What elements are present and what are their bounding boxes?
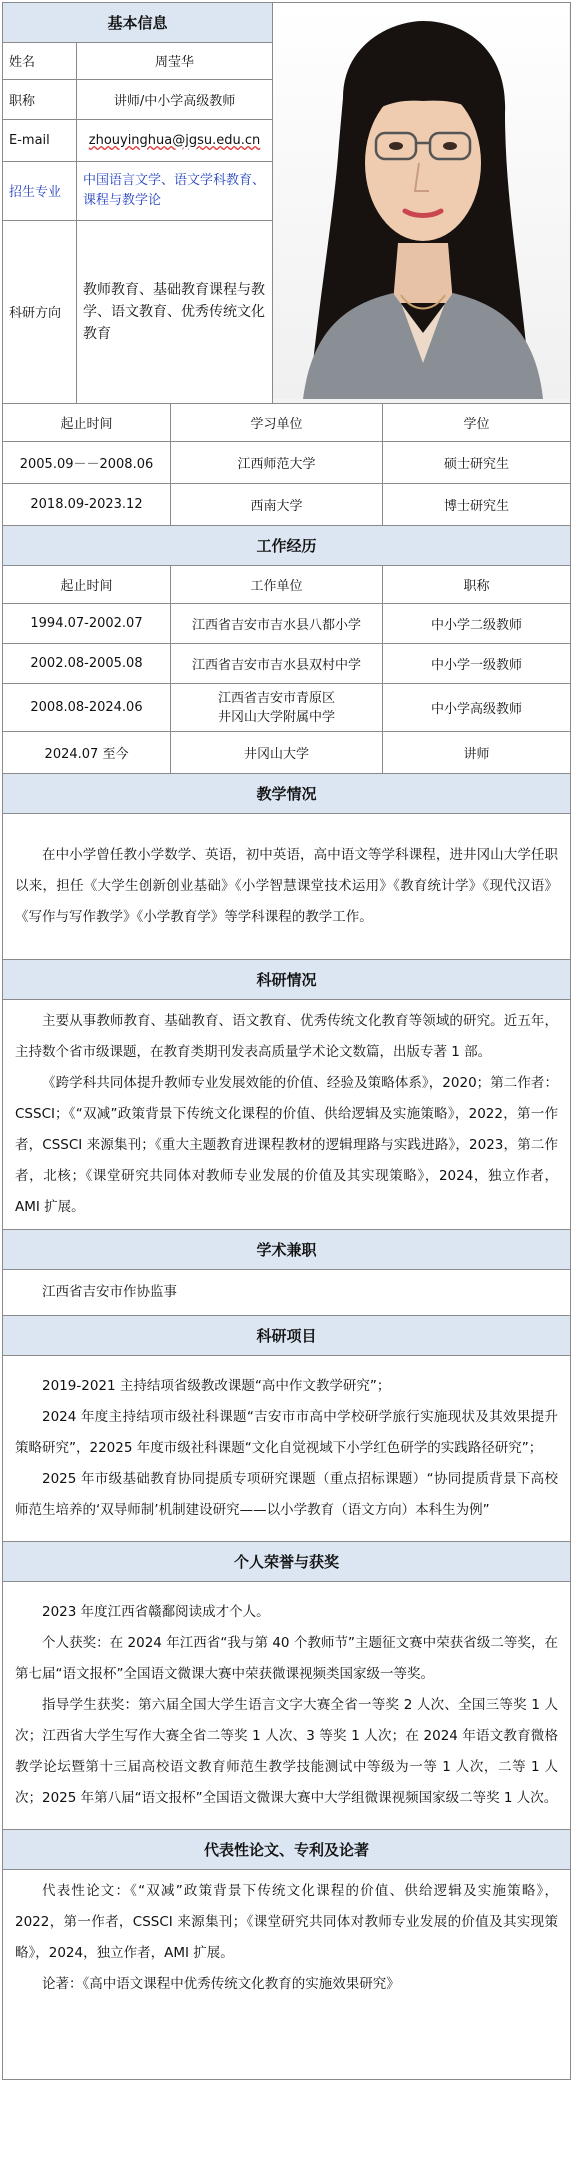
edu-cell: 2018.09-2023.12 — [3, 484, 171, 526]
section-title-teaching: 教学情况 — [3, 774, 571, 814]
section-title-work: 工作经历 — [3, 526, 571, 566]
projects-content — [3, 1356, 571, 1542]
section-title-research: 科研情况 — [3, 960, 571, 1000]
value-major: 中国语言文学、语文学科教育、课程与教学论 — [77, 162, 273, 220]
edu-cell: 2005.09－－2008.06 — [3, 442, 171, 484]
value-name: 周莹华 — [77, 43, 273, 79]
academic-paragraph: 江西省吉安市作协监事 — [42, 1284, 177, 1300]
papers-content — [3, 1870, 571, 2080]
label-title: 职称 — [3, 79, 77, 119]
research-paragraph: 主要从事教师教育、基础教育、语文教育、优秀传统文化教育等领域的研究。近五年，主持数个省市级课题，在教育类期刊发表高质量学术论文数篇，出版专著 1 部。 — [15, 1013, 558, 1060]
value-email[interactable]: zhouyinghua@jgsu.edu.cn — [77, 119, 273, 161]
edu-cell: 博士研究生 — [383, 484, 571, 526]
portrait-photo — [273, 3, 571, 404]
edu-cell: 硕士研究生 — [383, 442, 571, 484]
project-paragraph: 2025 年市级基础教育协同提质专项研究课题（重点招标课题）“协同提质背景下高校师范生培养的‘双导师制’机制建设研究——以小学教育（语文方向）本科生为例” — [15, 1471, 558, 1518]
work-col-period: 起止时间 — [3, 566, 171, 604]
academic-content — [3, 1270, 571, 1316]
work-cell: 1994.07-2002.07 — [3, 604, 171, 644]
section-title-academic: 学术兼职 — [3, 1230, 571, 1270]
honor-paragraph: 指导学生获奖：第六届全国大学生语言文字大赛全省一等奖 2 人次、全国三等奖 1 人次；江西省大学生写作大赛全省二等奖 1 人次、3 等奖 1 人次；在 2024 年语文教育微格教学论坛暨第十三届高校语文教育师范生教学技能测试中等级为一等 1 人次，二等 1 人次；2025 年第八届“语文报杯”全国语文微课大赛中大学组微课视频国家级二等奖 1 人次。 — [15, 1697, 558, 1806]
profile-table — [2, 2, 571, 404]
work-cell: 2008.08-2024.06 — [3, 684, 171, 732]
table-row — [3, 644, 571, 684]
label-email: E-mail — [3, 119, 77, 161]
section-title-basic: 基本信息 — [3, 3, 273, 43]
work-cell: 江西省吉安市吉水县双村中学 — [171, 644, 383, 684]
work-cell: 2002.08-2005.08 — [3, 644, 171, 684]
edu-col-unit: 学习单位 — [171, 404, 383, 442]
edu-cell: 西南大学 — [171, 484, 383, 526]
work-cell: 中小学高级教师 — [383, 684, 571, 732]
work-cell: 中小学二级教师 — [383, 604, 571, 644]
work-cell: 中小学一级教师 — [383, 644, 571, 684]
project-paragraph: 2024 年度主持结项市级社科课题“吉安市市高中学校研学旅行实施现状及其效果提升策略研究”，22025 年度市级社科课题“文化自觉视域下小学红色研学的实践路径研究”； — [15, 1409, 558, 1456]
table-row — [3, 484, 571, 526]
value-title: 讲师/中小学高级教师 — [77, 79, 273, 119]
portrait-image — [273, 3, 569, 399]
label-research-direction: 科研方向 — [3, 220, 77, 403]
honor-paragraph: 2023 年度江西省赣鄱阅读成才个人。 — [42, 1604, 270, 1620]
research-paragraph: 《跨学科共同体提升教师专业发展效能的价值、经验及策略体系》，2020；第二作者：CSSCI；《“双减”政策背景下传统文化课程的价值、供给逻辑及实施策略》，2022，第一作者，CSSCI 来源集刊；《重大主题教育进课程教材的逻辑理路与实践进路》，2023，第二作者，北核；《课堂研究共同体对教师专业发展的价值及其实现策略》，2024，独立作者，AMI 扩展。 — [15, 1075, 558, 1215]
work-cell: 讲师 — [383, 732, 571, 774]
label-name: 姓名 — [3, 43, 77, 79]
paper-paragraph: 论著：《高中语文课程中优秀传统文化教育的实施效果研究》 — [42, 1976, 400, 1992]
table-row — [3, 684, 571, 732]
education-table — [2, 403, 571, 2080]
work-cell: 江西省吉安市青原区 井冈山大学附属中学 — [171, 684, 383, 732]
label-major: 招生专业 — [3, 162, 77, 220]
edu-col-period: 起止时间 — [3, 404, 171, 442]
work-cell: 2024.07 至今 — [3, 732, 171, 774]
research-content — [3, 1000, 571, 1230]
honor-paragraph: 个人获奖：在 2024 年江西省“我与第 40 个教师节”主题征文赛中荣获省级二等奖，在第七届“语文报杯”全国语文微课大赛中荣获微课视频类国家级一等奖。 — [15, 1635, 558, 1682]
work-cell: 江西省吉安市吉水县八都小学 — [171, 604, 383, 644]
work-col-title: 职称 — [383, 566, 571, 604]
section-title-honors: 个人荣誉与获奖 — [3, 1542, 571, 1582]
value-research-direction: 教师教育、基础教育课程与教学、语文教育、优秀传统文化教育 — [77, 220, 273, 403]
edu-cell: 江西师范大学 — [171, 442, 383, 484]
work-cell: 井冈山大学 — [171, 732, 383, 774]
profile-page — [2, 2, 570, 2080]
section-title-papers: 代表性论文、专利及论著 — [3, 1830, 571, 1870]
table-row — [3, 604, 571, 644]
table-row — [3, 732, 571, 774]
project-paragraph: 2019-2021 主持结项省级教改课题“高中作文教学研究”； — [42, 1378, 391, 1394]
work-col-unit: 工作单位 — [171, 566, 383, 604]
edu-col-degree: 学位 — [383, 404, 571, 442]
teaching-paragraph: 在中小学曾任教小学数学、英语，初中英语，高中语文等学科课程，进井冈山大学任职以来，担任《大学生创新创业基础》《小学智慧课堂技术运用》《教育统计学》《现代汉语》《写作与写作教学》《小学教育学》等学科课程的教学工作。 — [15, 847, 558, 925]
paper-paragraph: 代表性论文：《“双减”政策背景下传统文化课程的价值、供给逻辑及实施策略》，2022，第一作者，CSSCI 来源集刊；《课堂研究共同体对教师专业发展的价值及其实现策略》，2024，独立作者，AMI 扩展。 — [15, 1883, 558, 1961]
teaching-content — [3, 814, 571, 960]
table-row — [3, 442, 571, 484]
section-title-projects: 科研项目 — [3, 1316, 571, 1356]
honors-content — [3, 1582, 571, 1830]
